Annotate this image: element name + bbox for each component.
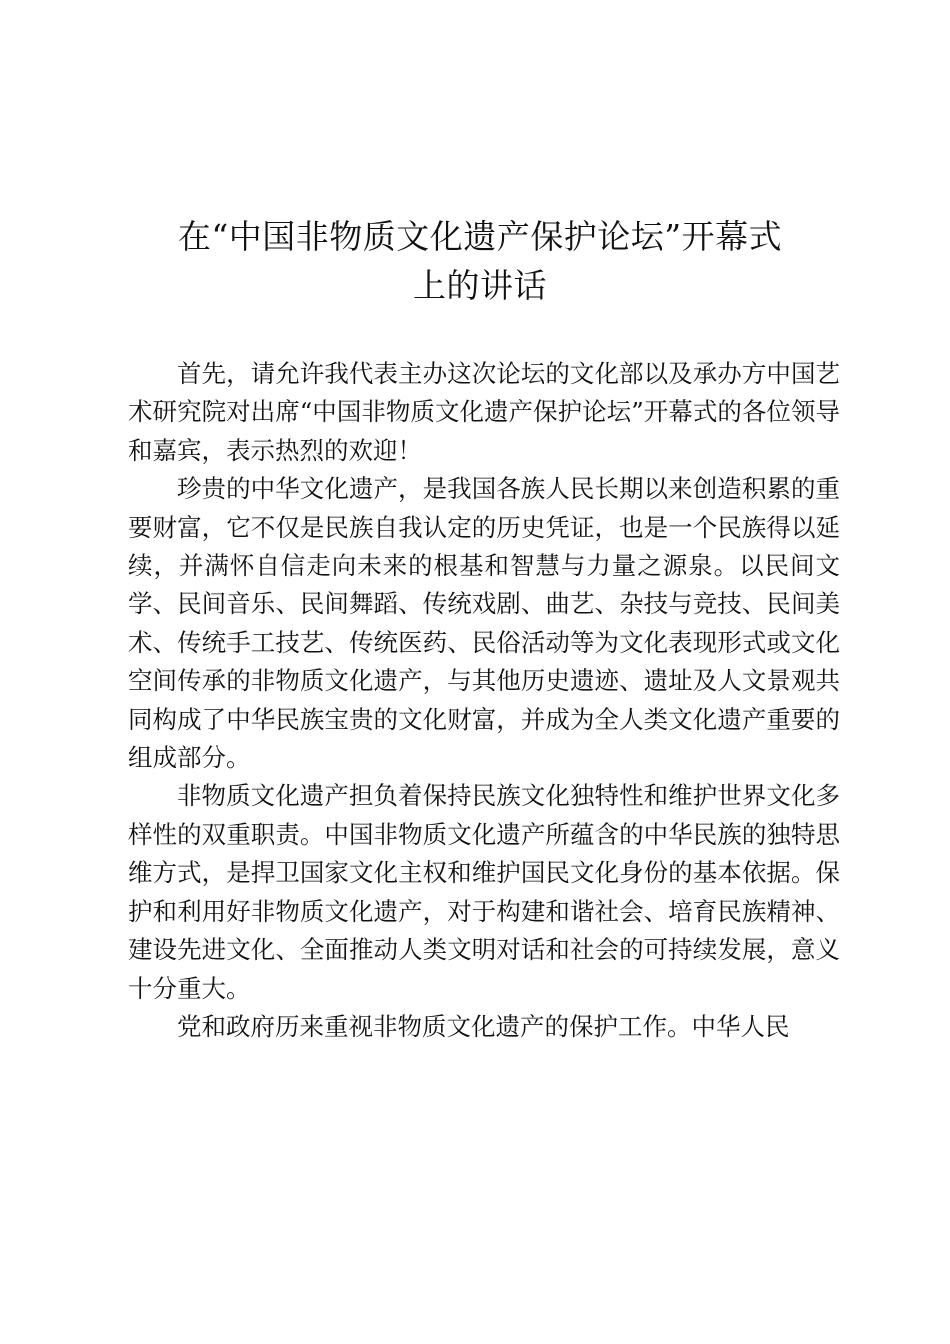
paragraph-heritage-value: 珍贵的中华文化遗产，是我国各族人民长期以来创造积累的重要财富，它不仅是民族自我认定的历史凭证，也是一个民族得以延续，并满怀自信走向未来的根基和智慧与力量之源泉。以民间文学、民间音乐、民间舞蹈、传统戏剧、曲艺、杂技与竞技、民间美术、传统手工技艺、传统医药、民俗活动等为文化表现形式或文化空间传承的非物质文化遗产，与其他历史遗迹、遗址及人文景观共同构成了中华民族宝贵的文化财富，并成为全人类文化遗产重要的组成部分。 <box>128 474 840 773</box>
paragraph-government-attention: 党和政府历来重视非物质文化遗产的保护工作。中华人民 <box>177 1011 790 1041</box>
document-body <box>128 355 840 1046</box>
paragraph-dual-responsibility: 非物质文化遗产担负着保持民族文化独特性和维护世界文化多样性的双重职责。中国非物质文化遗产所蕴含的中华民族的独特思维方式，是捍卫国家文化主权和维护国民文化身份的基本依据。保护和利用好非物质文化遗产，对于构建和谐社会、培育民族精神、建设先进文化、全面推动人类文明对话和社会的可持续发展，意义十分重大。 <box>128 781 840 1003</box>
paragraph-welcome: 首先，请允许我代表主办这次论坛的文化部以及承办方中国艺术研究院对出席“中国非物质文化遗产保护论坛”开幕式的各位领导和嘉宾，表示热烈的欢迎！ <box>128 359 840 465</box>
title-line-1: 在“中国非物质文化遗产保护论坛”开幕式 <box>177 217 783 256</box>
page-title <box>120 212 840 310</box>
title-line-2: 上的讲话 <box>413 266 547 305</box>
